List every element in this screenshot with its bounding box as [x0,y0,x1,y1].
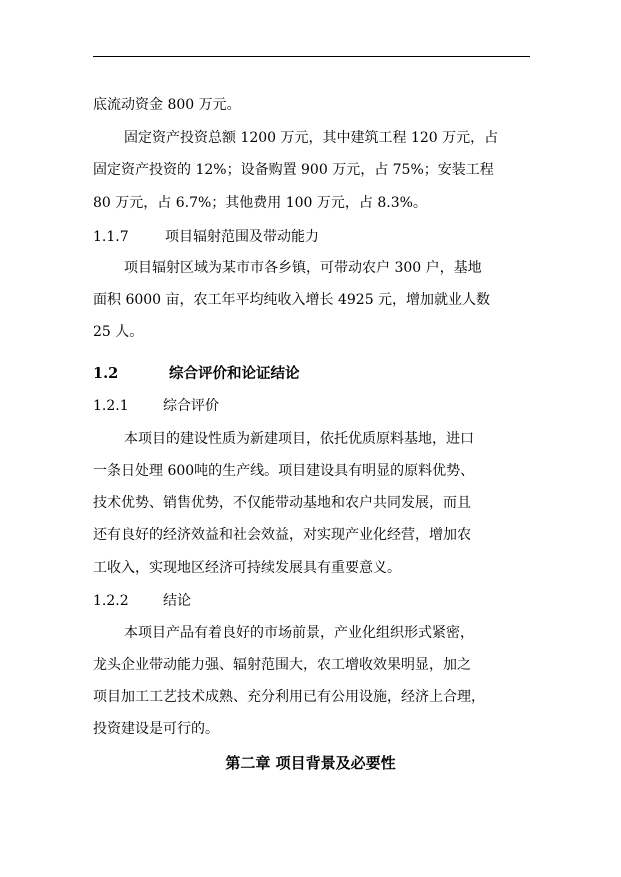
paragraph-line: 工收入，实现地区经济可持续发展具有重要意义。 [93,560,401,576]
paragraph-line: 面积 6000 亩，农工年平均纯收入增长 4925 元，增加就业人数 [93,292,491,308]
section-title: 项目辐射范围及带动能力 [165,229,319,245]
paragraph-line: 投资建设是可行的。 [93,721,219,737]
section-number: 1.2.2 [93,593,129,609]
paragraph-line: 项目加工工艺技术成熟、充分利用已有公用设施，经济上合理， [93,689,485,705]
paragraph-line: 项目辐射区域为某市市各乡镇，可带动农户 300 户，基地 [124,260,482,276]
paragraph-line: 还有良好的经济效益和社会效益，对实现产业化经营，增加农 [93,527,471,543]
paragraph-line: 80 万元，占 6.7%；其他费用 100 万元，占 8.3%。 [93,195,427,211]
paragraph-line: 固定资产投资的 12%；设备购置 900 万元，占 75%；安装工程 [93,162,494,178]
section-heading-1-1-7 [93,227,319,247]
paragraph-line: 龙头企业带动能力强、辐射范围大，农工增收效果明显，加之 [93,657,471,673]
section-title: 综合评价 [163,398,219,414]
section-heading-1-2-1 [93,396,219,416]
section-number: 1.1.7 [93,229,129,245]
paragraph-line: 本项目产品有着良好的市场前景，产业化组织形式紧密， [124,625,474,641]
chapter-title: 第二章 项目背景及必要性 [225,754,396,772]
paragraph-line: 技术优势、销售优势，不仅能带动基地和农户共同发展，而且 [93,495,471,511]
section-title: 综合评价和论证结论 [169,365,300,382]
section-number: 1.2.1 [93,398,129,414]
paragraph-line: 一条日处理 600吨的生产线。项目建设具有明显的原料优势、 [93,463,475,479]
section-heading-1-2-2 [93,591,191,611]
paragraph-line: 25 人。 [93,324,144,340]
section-title: 结论 [163,593,191,609]
section-number: 1.2 [93,365,119,382]
header-rule [93,56,530,57]
paragraph-line: 本项目的建设性质为新建项目，依托优质原料基地，进口 [124,431,474,447]
paragraph-line: 固定资产投资总额 1200 万元，其中建筑工程 120 万元，占 [124,130,499,146]
paragraph-line: 底流动资金 800 万元。 [93,97,241,113]
section-heading-1-2 [93,364,300,384]
